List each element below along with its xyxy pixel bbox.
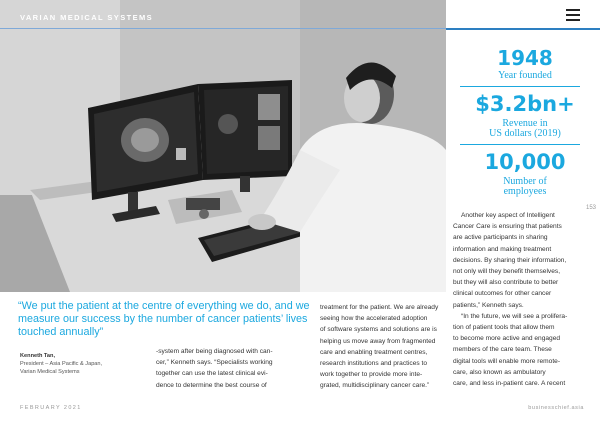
issue-date: FEBRUARY 2021 <box>20 405 82 411</box>
author-company: Varian Medical Systems <box>20 369 80 375</box>
quote-attribution <box>20 352 102 376</box>
body-column-1 <box>156 346 296 391</box>
header-rule <box>0 28 446 29</box>
body-column-2 <box>320 302 444 392</box>
text-line: “In the future, we will see a prolifera- <box>461 312 568 320</box>
text-line: together can use the latest clinical evi- <box>156 370 268 378</box>
stat-employees-label-1: Number of <box>503 176 547 187</box>
text-line: Cancer Care is ensuring that patients <box>453 223 562 231</box>
stat-divider <box>460 86 580 87</box>
header-accent-rule <box>446 28 600 30</box>
body-column-3 <box>453 210 585 389</box>
brand-name: VARIAN MEDICAL SYSTEMS <box>20 13 154 22</box>
text-line: -system after being diagnosed with can- <box>156 348 273 355</box>
text-line: grated, multidisciplinary cancer care.” <box>320 382 430 390</box>
pull-quote: “We put the patient at the centre of everything we do, and we measure our success by the number of cancer patients’ lives touched annually” <box>18 300 310 339</box>
author-title: President – Asia Pacific & Japan, <box>20 361 103 367</box>
hamburger-menu-icon[interactable] <box>566 9 580 21</box>
text-line: Another key aspect of Intelligent <box>461 212 555 219</box>
text-line: members of the care team. These <box>453 346 552 354</box>
stat-employees-label-2: employees <box>503 186 547 197</box>
text-line: not only will they benefit themselves, <box>453 268 561 276</box>
stat-year-value: 1948 <box>497 46 553 70</box>
page-number: 153 <box>586 205 597 211</box>
text-line: dence to determine the best course of <box>156 381 267 389</box>
text-line: treatment for the patient. We are already <box>320 304 439 311</box>
text-line: decisions. By sharing their information, <box>453 256 567 264</box>
text-line: seeing how the accelerated adoption <box>320 315 428 323</box>
text-line: clinical outcomes for other cancer <box>453 290 552 298</box>
text-line: work together to provide more inte- <box>320 371 423 379</box>
text-line: care, also known as ambulatory <box>453 368 546 376</box>
stat-revenue-label-1: Revenue in <box>502 118 548 129</box>
text-line: are active participants in sharing <box>453 234 548 242</box>
stat-revenue-value: $3.2bn+ <box>475 92 575 116</box>
text-line: but they will also contribute to better <box>453 279 559 287</box>
text-line: research institutions and practices to <box>320 360 428 368</box>
text-line: helping us move away from fragmented <box>320 337 436 345</box>
stat-divider <box>460 144 580 145</box>
stat-year-label: Year founded <box>498 70 552 81</box>
text-line: of software systems and solutions are is <box>320 326 437 334</box>
text-line: digital tools will enable more remote- <box>453 357 561 365</box>
text-line: cer,” Kenneth says. “Specialists working <box>156 359 273 367</box>
stat-revenue-label-2: US dollars (2019) <box>489 128 561 139</box>
text-line: care, and less in-patient care. A recent <box>453 380 566 388</box>
text-line: tion of patient tools that allow them <box>453 324 555 332</box>
text-line: care and enabling treatment centres, <box>320 348 428 356</box>
site-link[interactable]: businesschief.asia <box>528 405 584 411</box>
text-line: to become more active and engaged <box>453 335 561 343</box>
text-line: patients,” Kenneth says. <box>453 301 524 309</box>
stat-employees-value: 10,000 <box>484 150 566 174</box>
text-line: information and making treatment <box>453 245 552 253</box>
author-name: Kenneth Tan, <box>20 353 56 359</box>
